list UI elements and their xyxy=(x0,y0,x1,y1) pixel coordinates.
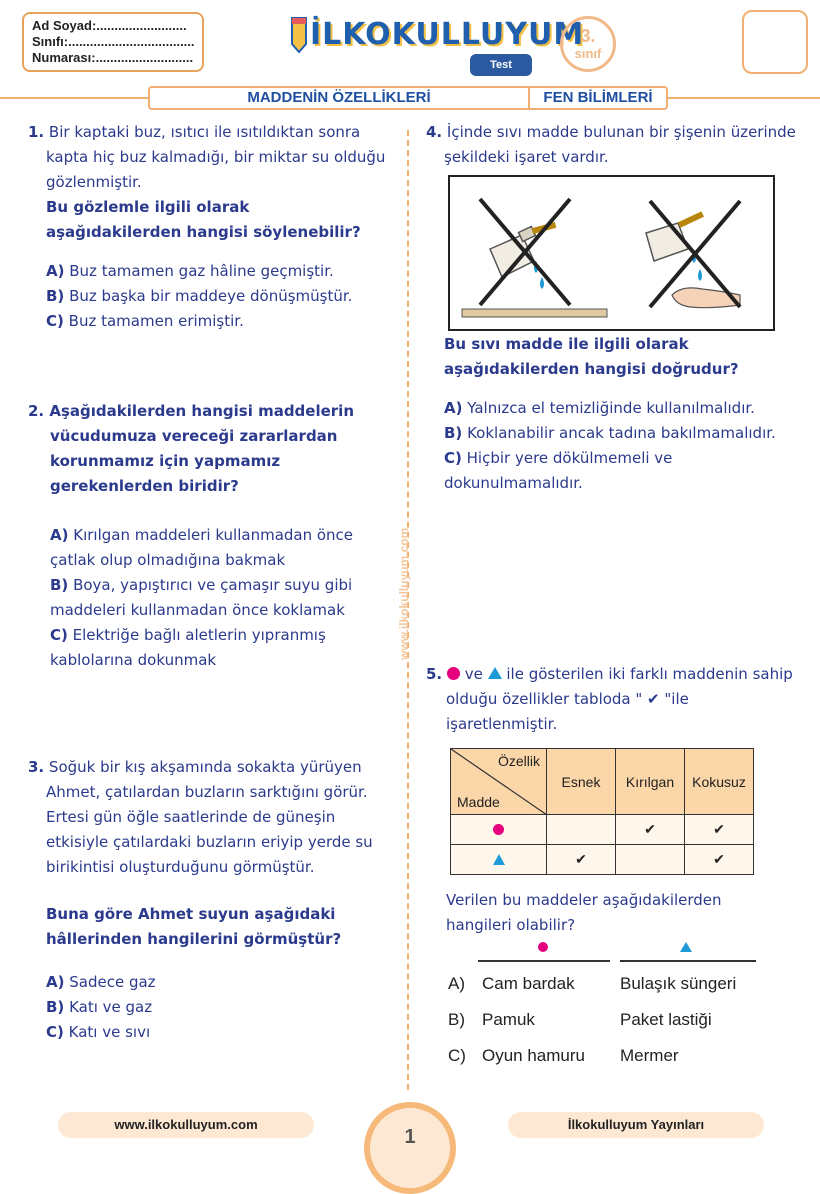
topic-title: MADDENİN ÖZELLİKLERİ xyxy=(247,89,431,106)
option-a[interactable]: A) Cam bardak Bulaşık süngeri xyxy=(448,974,737,993)
pencil-icon xyxy=(288,14,310,54)
footer-publisher: İlkokulluyum Yayınları xyxy=(508,1112,764,1138)
triangle-symbol-icon xyxy=(680,942,692,952)
table-corner xyxy=(451,749,547,815)
question-4 xyxy=(426,120,796,170)
column-header: Esnek xyxy=(547,749,616,815)
triangle-symbol-icon xyxy=(488,667,502,679)
properties-table xyxy=(450,748,754,875)
student-info-box xyxy=(22,12,204,72)
class-line: Sınıfı:................................... xyxy=(32,34,195,49)
question-number: 3. xyxy=(28,758,45,776)
score-box xyxy=(742,10,808,74)
title-bar xyxy=(0,86,820,110)
question-prompt: Bu sıvı madde ile ilgili olarak aşağıdakilerden hangisi doğrudur? xyxy=(444,335,739,378)
question-text: Soğuk bir kış akşamında sokakta yürüyen Ahmet, çatılardan buzların sarktığını görür. Ertesi gün öğle saatlerinde de güneşin etkisiyle çatılardaki buzların eriyip yerde su birikintisi oluşturduğunu görmüştür. xyxy=(46,758,373,876)
question-number: 2. xyxy=(28,402,45,420)
number-line: Numarası:........................... xyxy=(32,50,194,65)
grade-badge xyxy=(560,16,616,72)
question-5-prompt: Verilen bu maddeler aşağıdakilerden hangileri olabilir? xyxy=(446,891,722,934)
table-cell: ✔ xyxy=(547,845,616,875)
question-prompt: Aşağıdakilerden hangisi maddelerin vücudumuza vereceği zararlardan korunmamız için yapmamız gerekenlerden biridir? xyxy=(49,402,354,495)
question-text: İçinde sıvı madde bulunan bir şişenin üzerinde şekildeki işaret vardır. xyxy=(444,123,796,166)
footer-website[interactable]: www.ilkokulluyum.com xyxy=(58,1112,314,1138)
warning-illustration xyxy=(450,177,773,329)
table-cell xyxy=(547,815,616,845)
test-badge: Test xyxy=(470,54,532,76)
page-number: 1 xyxy=(364,1102,456,1194)
answer-options xyxy=(448,942,768,1074)
header-rule xyxy=(620,960,756,962)
option-c[interactable]: C) Oyun hamuru Mermer xyxy=(448,1046,679,1065)
option-a[interactable]: A) Kırılgan maddeleri kullanmadan önce çatlak olup olmadığına bakmak xyxy=(50,526,354,569)
triangle-symbol-icon xyxy=(493,854,505,865)
table-row xyxy=(451,815,754,845)
answer-header xyxy=(448,942,768,966)
question-text: Bir kaptaki buz, ısıtıcı ile ısıtıldıktan sonra kapta hiç buz kalmadığı, bir miktar su olduğu gözlenmiştir. xyxy=(46,123,386,191)
warning-figure xyxy=(448,175,775,331)
table-cell: ✔ xyxy=(685,815,754,845)
table-cell: ✔ xyxy=(685,845,754,875)
option-a[interactable]: A) Buz tamamen gaz hâline geçmiştir. xyxy=(46,262,334,280)
question-prompt: Bu gözlemle ilgili olarak aşağıdakilerden hangisi söylenebilir? xyxy=(46,198,361,241)
option-b[interactable]: B) Koklanabilir ancak tadına bakılmamalıdır. xyxy=(444,424,776,442)
option-c[interactable]: C) Hiçbir yere dökülmemeli ve dokunulmamalıdır. xyxy=(444,449,673,492)
option-c[interactable]: C) Katı ve sıvı xyxy=(46,1023,151,1041)
option-b[interactable]: B) Buz başka bir maddeye dönüşmüştür. xyxy=(46,287,353,305)
option-c[interactable]: C) Elektriğe bağlı aletlerin yıpranmış kablolarına dokunmak xyxy=(50,626,326,669)
question-2 xyxy=(28,399,388,673)
circle-symbol-icon xyxy=(447,667,460,680)
question-4-body xyxy=(444,332,794,496)
question-prompt: Buna göre Ahmet suyun aşağıdaki hâllerinden hangilerini görmüştür? xyxy=(46,905,342,948)
option-b[interactable]: B) Pamuk Paket lastiği xyxy=(448,1010,712,1029)
table-cell: ✔ xyxy=(616,815,685,845)
title-pill xyxy=(148,86,668,110)
corner-bottom-label: Madde xyxy=(457,794,500,810)
question-prompt: ile gösterilen iki farklı maddenin sahip olduğu özellikler tabloda " ✔ "ile işaretlenmiştir. xyxy=(446,665,793,733)
row-symbol-cell xyxy=(451,815,547,845)
question-5 xyxy=(426,662,796,737)
grade-number: 3. xyxy=(580,26,596,46)
option-a[interactable]: A) Sadece gaz xyxy=(46,973,156,991)
header-rule xyxy=(478,960,610,962)
corner-top-label: Özellik xyxy=(497,753,540,769)
circle-symbol-icon xyxy=(493,824,504,835)
question-number: 1. xyxy=(28,123,45,141)
table-surface xyxy=(462,309,607,317)
option-c[interactable]: C) Buz tamamen erimiştir. xyxy=(46,312,244,330)
question-3 xyxy=(28,755,388,1045)
column-header: Kırılgan xyxy=(616,749,685,815)
logo-text: İLKOKULLUYUM xyxy=(310,16,585,52)
question-number: 5. xyxy=(426,665,443,683)
subject-title: FEN BİLİMLERİ xyxy=(543,89,653,106)
question-1 xyxy=(28,120,388,334)
table-row xyxy=(451,845,754,875)
name-line: Ad Soyad:......................... xyxy=(32,18,187,33)
table-cell xyxy=(616,845,685,875)
grade-label: sınıf xyxy=(574,46,602,61)
option-b[interactable]: B) Boya, yapıştırıcı ve çamaşır suyu gibi maddeleri kullanmadan önce koklamak xyxy=(50,576,353,619)
question-connector: ve xyxy=(464,665,483,683)
question-number: 4. xyxy=(426,123,443,141)
circle-symbol-icon xyxy=(538,942,548,952)
vertical-watermark: www.ilkokulluyum.com xyxy=(397,527,411,660)
option-b[interactable]: B) Katı ve gaz xyxy=(46,998,153,1016)
logo xyxy=(288,14,584,54)
row-symbol-cell xyxy=(451,845,547,875)
column-header: Kokusuz xyxy=(685,749,754,815)
option-a[interactable]: A) Yalnızca el temizliğinde kullanılmalıdır. xyxy=(444,399,755,417)
